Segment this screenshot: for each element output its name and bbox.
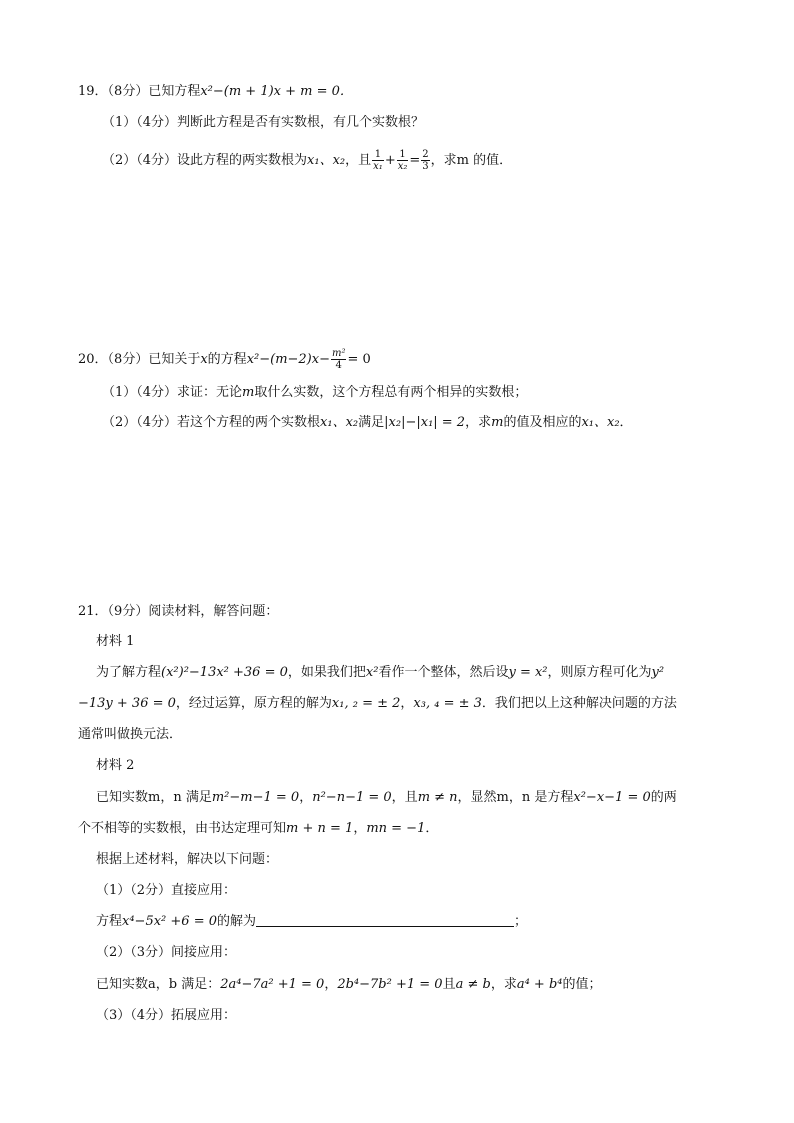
q21-p2-ne: a ≠ b (455, 977, 491, 992)
q21-prompt: 根据上述材料，解决以下问题： (96, 852, 279, 867)
q19-p2-text: （2）（4分）设此方程的两实数根为 (102, 153, 308, 168)
q20-part2 (102, 414, 633, 432)
mat1-l1-c: 看作一个整体，然后设 (378, 665, 509, 680)
mat2-l1-c: ，显然m，n 是方程 (457, 790, 574, 805)
mat1-l1-substitution: y = x² (508, 665, 548, 680)
mat2-l2-eq1: m + n = 1 (286, 821, 354, 836)
q19-fraction-a (372, 149, 384, 172)
material1-line3: 通常叫做换元法． (78, 727, 183, 742)
q19-header (78, 83, 353, 101)
q20-var-x: x (200, 352, 208, 367)
q19-frac-a-den: x₁ (373, 161, 383, 172)
q20-p2-mid2: ，求 (465, 415, 492, 430)
q19-equation: x²−(m + 1)x + m = 0． (200, 84, 353, 99)
mat1-l2-root34: x₃, ₄ = ± 3 (413, 696, 482, 711)
q21-p2-sep: ， (324, 977, 338, 992)
q20-part1 (102, 384, 527, 402)
q21-p2-a: 已知实数a，b 满足： (96, 977, 221, 992)
q20-header (78, 348, 371, 371)
mat1-l1-b: ，如果我们把 (287, 665, 366, 680)
q20-frac-den: 4 (331, 359, 347, 371)
mat2-l1-eq1: m²−m−1 = 0 (211, 790, 300, 805)
q21-part2-title: （2）（3分）间接应用： (96, 945, 237, 960)
mat2-l2-a: 个不相等的实数根，由书达定理可知 (78, 821, 287, 836)
q21-part1-title: （1）（2分）直接应用： (96, 883, 237, 898)
q21-p1-a: 方程 (96, 914, 123, 929)
mat1-l1-y2: y² (651, 665, 665, 680)
q21-p2-c: ，求 (490, 977, 517, 992)
q20-equation: x²−(m−2)x− (246, 352, 330, 367)
q20-p2-post: 的值及相应的 (503, 415, 582, 430)
q21-p1-end: ； (514, 914, 528, 929)
q20-p2-mid: 满足 (358, 415, 385, 430)
q20-head-text: 20．（8分）已知关于 (78, 352, 201, 367)
mat2-l2-b: ． (425, 821, 439, 836)
q20-p2-roots2: x₁、x₂ (581, 415, 620, 430)
q19-frac-c-num: 2 (422, 149, 429, 160)
mat1-l2-a: ，经过运算，原方程的解为 (175, 696, 332, 711)
answer-blank[interactable] (256, 913, 514, 927)
q19-frac-a-num: 1 (374, 149, 382, 160)
q20-p2-roots: x₁、x₂ (320, 415, 359, 430)
q21-p2-d: 的值； (562, 977, 602, 992)
q21-p1-equation: x⁴−5x² +6 = 0 (122, 914, 217, 929)
material1-line2 (78, 695, 677, 713)
mat1-l2-sep: ， (400, 696, 414, 711)
mat1-l2-b: ．我们把以上这种解决问题的方法 (481, 696, 677, 711)
mat1-l1-equation: (x²)²−13x² +36 = 0 (161, 665, 288, 680)
material2-line2 (78, 820, 438, 838)
mat1-l1-a: 为了解方程 (96, 665, 162, 680)
mat1-l2-equation: −13y + 36 = 0 (78, 696, 176, 711)
q20-p2-m: m (491, 415, 504, 430)
q21-p2-b: 且 (442, 977, 456, 992)
mat1-l1-d: ，则原方程可化为 (547, 665, 652, 680)
mat1-l1-x2: x² (365, 665, 379, 680)
q21-part3-title: （3）（4分）拓展应用： (96, 1008, 237, 1023)
q19-part2: （2）（4分）设此方程的两实数根为x₁、x₂，且 $\frac{1}{\text{x₁}}$ + $\frac{1}{\text{x₂}}$ = $\frac{2}{3}$ ，求m 的值． (102, 149, 513, 172)
q20-p1-m: m (242, 385, 255, 400)
q21-p2-eq3: a⁴ + b⁴ (516, 977, 563, 992)
q19-frac-c-den: 3 (422, 161, 429, 172)
q20-p2-pre: （2）（4分）若这个方程的两个实数根 (102, 415, 321, 430)
q19-p2-post: ，求m 的值． (430, 153, 513, 168)
q20-p1-post: 取什么实数，这个方程总有两个相异的实数根； (254, 385, 528, 400)
q20-eq-end: = 0 (347, 352, 371, 367)
q21-p2-eq2: 2b⁴−7b² +1 = 0 (337, 977, 443, 992)
q19-part1: （1）（4分）判断此方程是否有实数根，有几个实数根？ (102, 115, 425, 130)
q21-header: 21．（9分）阅读材料，解答问题： (78, 604, 279, 619)
q19-fraction-c (421, 149, 429, 172)
q19-p2-roots: x₁、x₂ (307, 153, 346, 168)
q19-p2-and: ，且 (345, 153, 372, 168)
material1-line1 (96, 664, 664, 682)
q19-frac-b-den: x₂ (397, 161, 408, 172)
mat2-l1-sep: ， (299, 790, 313, 805)
material2-title: 材料 2 (96, 758, 135, 773)
material1-title: 材料 1 (96, 634, 135, 649)
q21-part1-line (96, 913, 527, 931)
q21-p1-b: 的解为 (217, 914, 257, 929)
material2-line1 (96, 789, 677, 807)
mat2-l1-eq2: n²−n−1 = 0 (312, 790, 392, 805)
q19-fraction-b (397, 149, 409, 172)
mat2-l1-eq3: x²−x−1 = 0 (573, 790, 651, 805)
q20-p1-pre: （1）（4分）求证：无论 (102, 385, 243, 400)
q19-head-text: 19．（8分）已知方程 (78, 84, 201, 99)
q20-frac-num: m² (331, 348, 346, 359)
q21-part2-line (96, 976, 602, 994)
q19-frac-b-num: 1 (399, 149, 406, 160)
mat2-l1-b: ，且 (391, 790, 418, 805)
q20-p2-end: ． (619, 415, 633, 430)
mat1-l2-root12: x₁, ₂ = ± 2 (331, 696, 401, 711)
mat2-l1-a: 已知实数m，n 满足 (96, 790, 212, 805)
q20-fraction (331, 348, 347, 371)
mat2-l1-d: 的两 (650, 790, 677, 805)
q21-p2-eq1: 2a⁴−7a² +1 = 0 (220, 977, 325, 992)
mat2-l2-eq2: mn = −1 (366, 821, 426, 836)
q20-p2-condition: |x₂|−|x₁| = 2 (384, 415, 466, 430)
mat2-l1-ne: m ≠ n (417, 790, 458, 805)
mat2-l2-sep: ， (353, 821, 367, 836)
q20-head-text2: 的方程 (207, 352, 247, 367)
